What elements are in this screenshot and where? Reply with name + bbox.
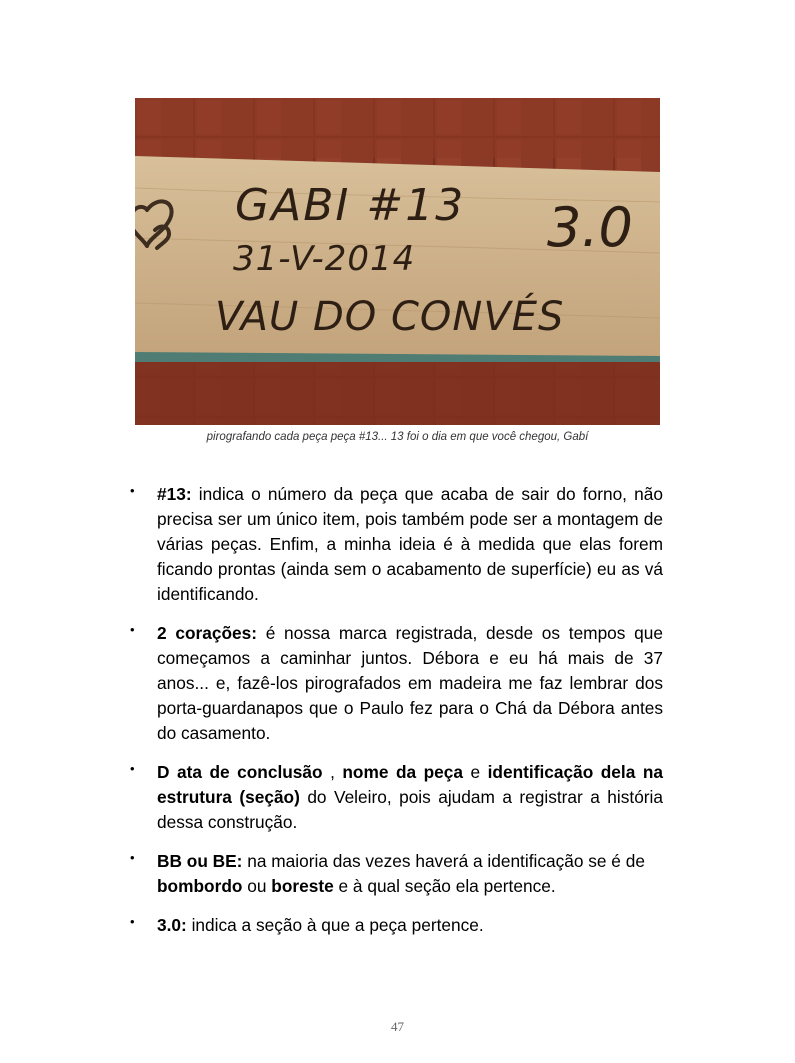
list-item — [130, 482, 663, 607]
photo-pyrography — [135, 98, 660, 425]
bold-term: bombordo — [157, 876, 243, 896]
bold-term: #13: — [157, 484, 192, 504]
list-item-text — [157, 913, 663, 938]
bold-term: BB ou BE: — [157, 851, 243, 871]
list-item-text — [157, 621, 663, 746]
list-item-text — [157, 849, 663, 899]
bullet-marker: • — [130, 761, 135, 776]
svg-text:VAU DO CONVÉS: VAU DO CONVÉS — [215, 294, 565, 340]
text-run: indica a seção à que a peça pertence. — [186, 915, 484, 935]
text-run: , — [322, 762, 343, 782]
list-item — [130, 913, 663, 938]
text-run: ou — [242, 876, 272, 896]
list-item-text — [157, 482, 663, 607]
text-run: na maioria das vezes haverá a identificação se é de — [242, 851, 645, 871]
bold-term: boreste — [271, 876, 334, 896]
bold-term: 2 corações: — [157, 623, 257, 643]
svg-text:31-V-2014: 31-V-2014 — [233, 239, 416, 279]
bullet-marker: • — [130, 914, 135, 929]
bullet-marker: • — [130, 850, 135, 865]
page-number: 47 — [391, 1019, 404, 1034]
text-run: é nossa marca registrada, desde os tempos que começamos a caminhar juntos. Débora e eu há mais de 37 anos... e, fazê-los pirografados em madeira me faz lembrar dos porta-guardanapos que o Paulo fez para o Chá da Débora antes do casamento. — [157, 623, 663, 743]
text-run: e — [463, 762, 488, 782]
bullet-marker: • — [130, 622, 135, 637]
bold-term: 3.0: — [157, 915, 187, 935]
text-run: indica o número da peça que acaba de sair do forno, não precisa ser um único item, pois também pode ser a montagem de várias peças. Enfim, a minha ideia é à medida que elas forem ficando prontas (ainda sem o acabamento de superfície) eu as vá identificando. — [157, 484, 663, 604]
list-item-text — [157, 760, 663, 835]
svg-text:3.0: 3.0 — [547, 196, 633, 259]
bold-term: identificação dela na estrutura (seção) — [157, 762, 663, 807]
wood-plank-image — [135, 98, 660, 425]
list-item — [130, 849, 663, 899]
text-run: e à qual seção ela pertence. — [333, 876, 556, 896]
bullet-marker: • — [130, 483, 135, 498]
bold-term: D ata de conclusão — [157, 762, 323, 782]
bold-term: nome da peça — [342, 762, 464, 782]
list-item — [130, 760, 663, 835]
text-run: do Veleiro, pois ajudam a registrar a história dessa construção. — [157, 787, 664, 832]
photo-caption: pirografando cada peça peça #13... 13 foi o dia em que você chegou, Gabí — [206, 431, 589, 443]
list-item — [130, 621, 663, 746]
bullet-list — [130, 482, 663, 952]
svg-text:GABI #13: GABI #13 — [235, 180, 466, 231]
